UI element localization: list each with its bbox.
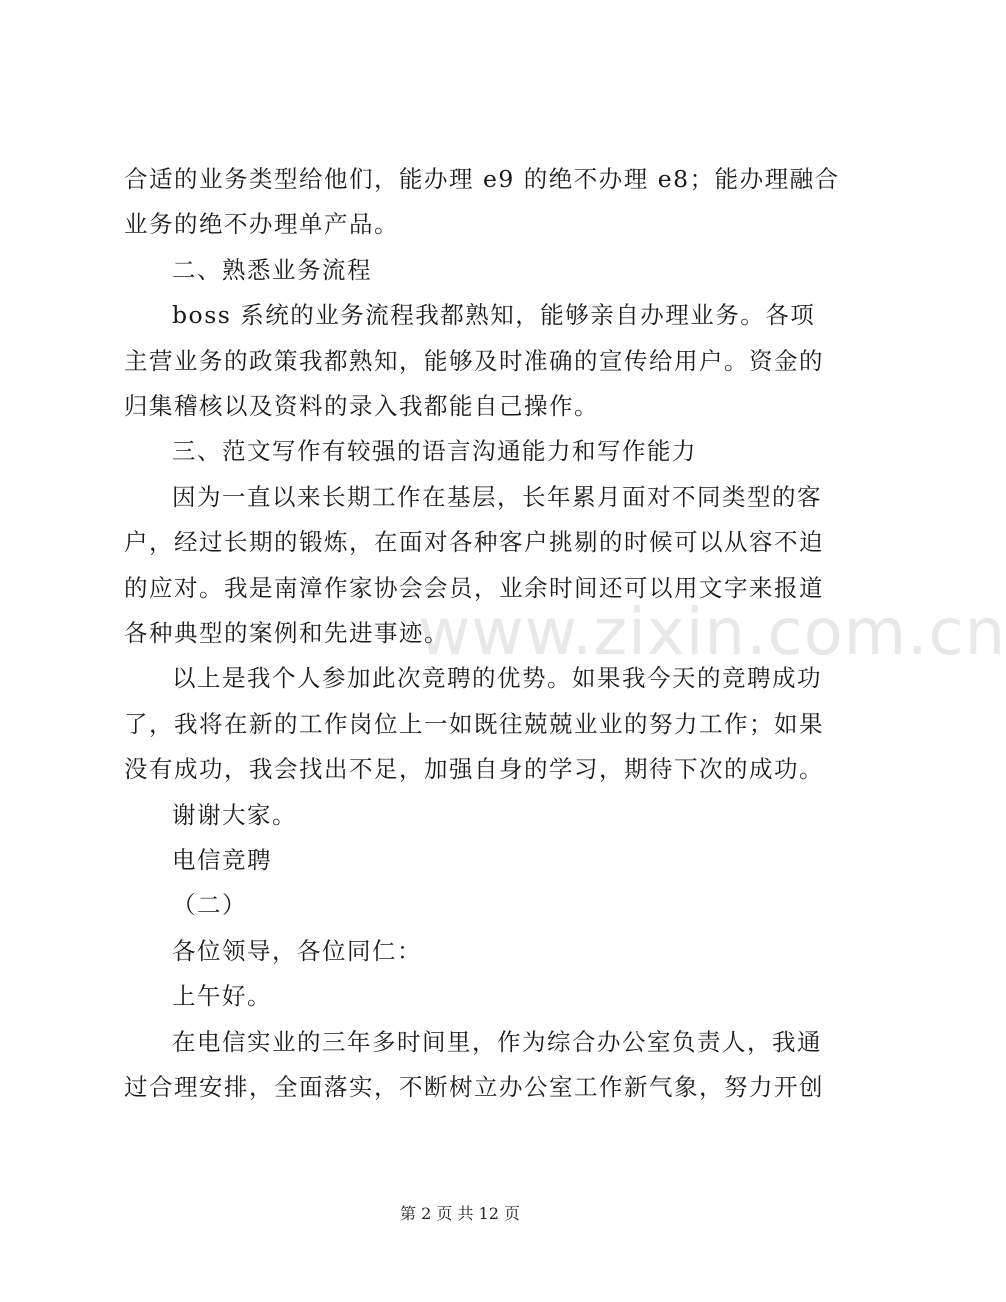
document-line: 三、范文写作有较强的语言沟通能力和写作能力 xyxy=(172,437,697,466)
page-footer: 第 2 页 共 12 页 xyxy=(400,1204,520,1223)
document-line: 以上是我个人参加此次竞聘的优势。如果我今天的竞聘成功 xyxy=(172,664,822,693)
document-line: 业务的绝不办理单产品。 xyxy=(124,210,399,239)
watermark: www.zixin.com.cn xyxy=(418,596,1006,670)
document-line: 二、熟悉业务流程 xyxy=(172,255,372,284)
document-line: 合适的业务类型给他们，能办理 e9 的绝不办理 e8；能办理融合 xyxy=(124,165,840,193)
document-line: （二） xyxy=(172,891,247,920)
document-line: 了，我将在新的工作岗位上一如既往兢兢业业的努力工作；如果 xyxy=(124,709,824,738)
document-line: 因为一直以来长期工作在基层，长年累月面对不同类型的客 xyxy=(172,482,822,511)
document-line: 主营业务的政策我都熟知，能够及时准确的宣传给用户。资金的 xyxy=(124,346,824,375)
document-line: 的应对。我是南漳作家协会会员，业余时间还可以用文字来报道 xyxy=(124,573,824,602)
document-line: 过合理安排，全面落实，不断树立办公室工作新气象，努力开创 xyxy=(124,1073,824,1101)
document-line: 在电信实业的三年多时间里，作为综合办公室负责人，我通 xyxy=(172,1027,822,1056)
document-line: 没有成功，我会找出不足，加强自身的学习，期待下次的成功。 xyxy=(124,755,824,784)
document-line: 各种典型的案例和先进事迹。 xyxy=(124,619,449,647)
document-line: 各位领导，各位同仁： xyxy=(172,936,422,965)
document-line: 上午好。 xyxy=(172,982,272,1011)
document-line: 电信竞聘 xyxy=(172,846,272,874)
document-line: boss 系统的业务流程我都熟知，能够亲自办理业务。各项 xyxy=(172,301,816,330)
document-line: 归集稽核以及资料的录入我都能自己操作。 xyxy=(124,392,599,420)
document-line: 谢谢大家。 xyxy=(172,800,297,829)
document-line: 户，经过长期的锻炼，在面对各种客户挑剔的时候可以从容不迫 xyxy=(124,528,824,557)
